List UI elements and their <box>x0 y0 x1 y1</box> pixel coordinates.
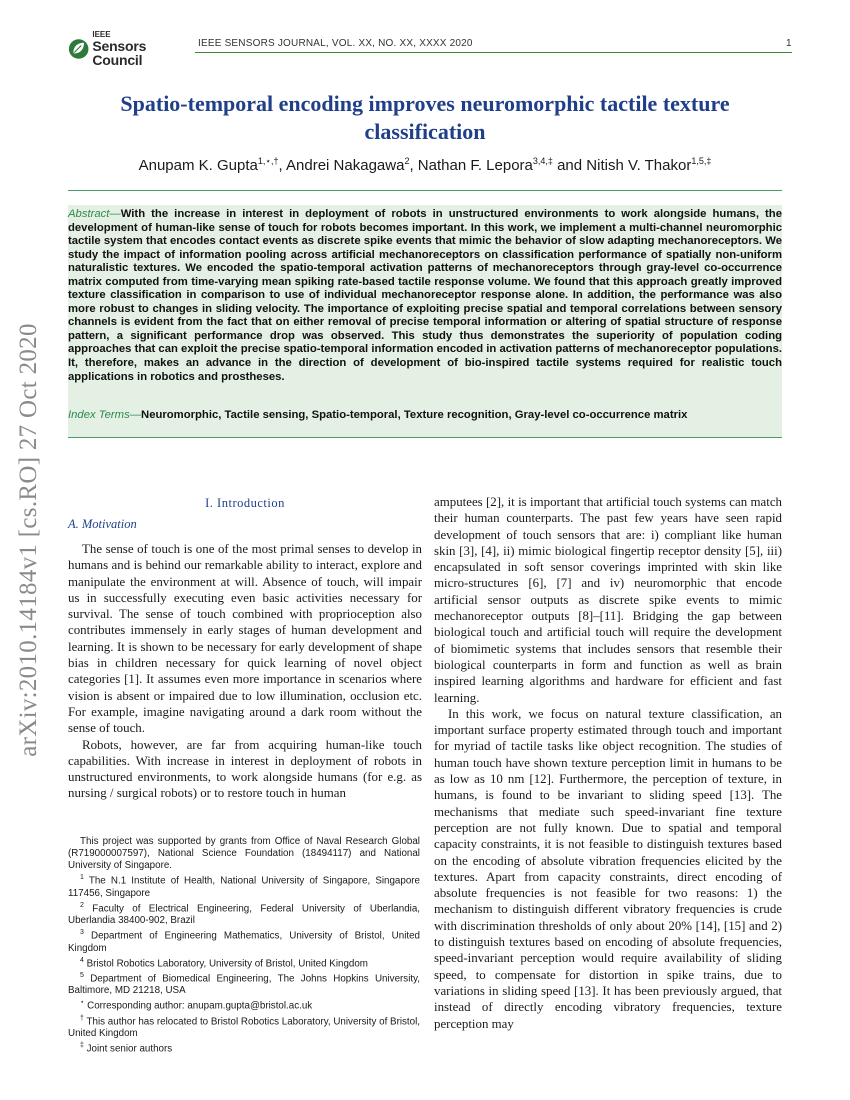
author-separator: and <box>552 157 587 174</box>
index-terms-label: Index Terms— <box>68 409 142 421</box>
abstract <box>68 208 782 384</box>
footnote-text: Joint senior authors <box>86 1043 173 1055</box>
author-list <box>70 156 780 174</box>
footnote-mark: 3 <box>80 929 84 937</box>
author-affiliation-mark: 2 <box>404 156 410 166</box>
left-column <box>68 541 422 802</box>
paper-title: Spatio-temporal encoding improves neuromorphic tactile texture classification <box>120 91 730 144</box>
author-name: Anupam K. Gupta <box>138 157 258 174</box>
footnote-mark: ⋆ <box>80 999 85 1007</box>
footnote <box>68 900 420 927</box>
leaf-icon <box>68 37 89 61</box>
logo-top-text: IEEE <box>92 30 111 39</box>
arxiv-side-stamp <box>6 290 52 790</box>
header-rule <box>195 52 792 53</box>
paragraph: In this work, we focus on natural texture classification, an important surface property estimated through touch and important for myriad of tactile tasks like object recognition. The studies of human touch have shown texture perception limit in humans to be as low as 10 nm [12]. Furthermore, the perception of texture, in humans, is found to be invariant to sliding speed [13]. The mechanisms that mediate such speed-invariant fine texture perception are not fully known. Due to spatial and temporal capacity constraints, it is not feasible to distinguish textures based on the encoding of absolute vibration frequencies elicited by the textures. Apart from capacity constraints, direct encoding of absolute frequencies is not feasible for two reasons: 1) the mechanism to distinguish different vibratory frequencies is crude with discrimination thresholds of only about 20% [14], [15] and 2) to distinguish textures based on encoding of absolute frequencies, speed-invariant perception would require availability of sliding speed, to compensate for distortion in spike trains, due to variations in sliding speed [13]. It has been previously argued, that instead of directly encoding vibratory frequencies, texture perception may <box>434 706 782 1031</box>
footnotes <box>68 836 420 1056</box>
footnote-mark: 4 <box>80 956 84 964</box>
footnote <box>68 927 420 954</box>
footnote <box>68 836 420 872</box>
ieee-sensors-council-logo <box>68 30 188 68</box>
footnote <box>68 1013 420 1040</box>
abstract-label: Abstract— <box>68 208 121 220</box>
footnote-text: Faculty of Electrical Engineering, Federal University of Uberlandia, Uberlandia 38400-902, Brazil <box>68 903 420 927</box>
footnote <box>68 872 420 899</box>
footnote-mark: 5 <box>80 972 84 979</box>
footnote-text: This author has relocated to Bristol Robotics Laboratory, University of Bristol, United Kingdom <box>68 1016 420 1040</box>
arxiv-identifier: arXiv:2010.14184v1 [cs.RO] 27 Oct 2020 <box>15 323 42 757</box>
logo-bottom-text: Sensors Council <box>92 38 147 68</box>
footnote-text: The N.1 Institute of Health, National University of Singapore, Singapore 117456, Singapore <box>68 875 420 899</box>
footnote-text: Bristol Robotics Laboratory, University of Bristol, United Kingdom <box>86 957 368 969</box>
paragraph: Robots, however, are far from acquiring human-like touch capabilities. With increase in interest in deployment of robots in unstructured environments, to work alongside humans (for e.g. as nursing / surgical robots) or to restore touch in human <box>68 737 422 801</box>
footnote <box>68 970 420 997</box>
author-name: Nitish V. Thakor <box>586 157 692 174</box>
footnote <box>68 997 420 1012</box>
abstract-text: With the increase in interest in deployment of robots in unstructured environments to work alongside humans, the development of human-like sense of touch for robots becomes important. In this work, we implement a multi-channel neuromorphic tactile system that encodes contact events as discrete spike events that mimic the behavior of slow adapting mechanoreceptors. We study the impact of information pooling across artificial mechanoreceptors on classification performance of spatially non-uniform naturalistic textures. We encoded the spatio-temporal activation patterns of mechanoreceptors through gray-level co-occurrence matrix computed from time-varying mean spiking rate-based tactile response volume. We found that this approach greatly improved texture classification in comparison to use of individual mechanoreceptor response alone. In addition, the performance was also more robust to changes in sliding velocity. The importance of exploiting precise spatial and temporal correlations between sensory channels is evident from the fact that on either removal of precise temporal information or altering of spatial structure of response pattern, a significant performance drop was observed. This study thus demonstrates the superiority of population coding approaches that can exploit the precise spatio-temporal information encoded in activation patterns of mechanoreceptor populations. It, therefore, makes an advance in the direction of development of bio-inspired tactile systems required for realistic touch applications in robotics and prostheses. <box>68 208 782 383</box>
author-separator: , <box>278 157 287 174</box>
journal-running-head: IEEE SENSORS JOURNAL, VOL. XX, NO. XX, XXXX 2020 <box>198 38 473 49</box>
index-terms <box>68 409 782 421</box>
footnote-mark: ‡ <box>80 1042 84 1050</box>
subsection-heading: A. Motivation <box>68 517 137 531</box>
page-number: 1 <box>786 38 792 49</box>
right-column <box>434 494 782 1032</box>
footnote-mark: † <box>80 1014 84 1022</box>
footnote <box>68 1040 420 1055</box>
author-affiliation-mark: 3,4,‡ <box>532 156 553 166</box>
author-affiliation-mark: 1,5,‡ <box>691 156 712 166</box>
title-rule <box>68 190 782 191</box>
author-name: Andrei Nakagawa <box>286 157 405 174</box>
author-separator: , <box>409 157 418 174</box>
paragraph: amputees [2], it is important that artificial touch systems can match their human counterparts. The past few years have seen rapid development of touch sensors that are: i) compliant like human skin [3], [4], ii) mimic biological fingertip receptor density [5], iii) encapsulated in soft sensor coverings imprinted with skin like micro-structures [6], [7] and iv) neuromorphic that encode artificial sensor outputs as discrete spike events to mimic mechanoreceptor outputs [8]–[11]. Bridging the gap between biological touch and artificial touch will require the development of biomimetic systems that includes sensors that resemble their biological counterparts in form and function as well as brain inspired learning algorithms and hardware for efficient and fast learning. <box>434 495 782 705</box>
paragraph: The sense of touch is one of the most primal senses to develop in humans and is behind our remarkable ability to interact, explore and manipulate the environment at will. Absence of touch, will impair us in successfully executing even basic activities necessary for survival. The sense of touch combined with proprioception also contributes immensely in early stages of human development and learning. It is shown to be necessary for early development of shape bias in children necessary for quick learning of novel object categories [1]. It assumes even more importance in scenarios where vision is absent or impaired due to low illumination, occlusion etc. For example, imagine navigating around a dark room without the sense of touch. <box>68 542 422 736</box>
footnote-mark: 1 <box>80 874 84 882</box>
index-terms-text: Neuromorphic, Tactile sensing, Spatio-temporal, Texture recognition, Gray-level co-occurrence matrix <box>141 409 688 421</box>
footnote-text: Department of Engineering Mathematics, University of Bristol, United Kingdom <box>68 930 420 954</box>
footnote-text: Department of Biomedical Engineering, The Johns Hopkins University, Baltimore, MD 21218, USA <box>68 973 420 997</box>
footnote-mark: 2 <box>80 901 84 909</box>
author-affiliation-mark: 1,⋆,† <box>257 156 279 166</box>
footnote <box>68 955 420 970</box>
author-name: Nathan F. Lepora <box>417 157 533 174</box>
footnote-text: Corresponding author: anupam.gupta@bristol.ac.uk <box>87 1000 313 1012</box>
section-heading: I. Introduction <box>205 496 285 510</box>
footnote-text: This project was supported by grants from Office of Naval Research Global (R719000007597), National Science Foundation (18494117) and National University of Singapore. <box>68 836 420 872</box>
